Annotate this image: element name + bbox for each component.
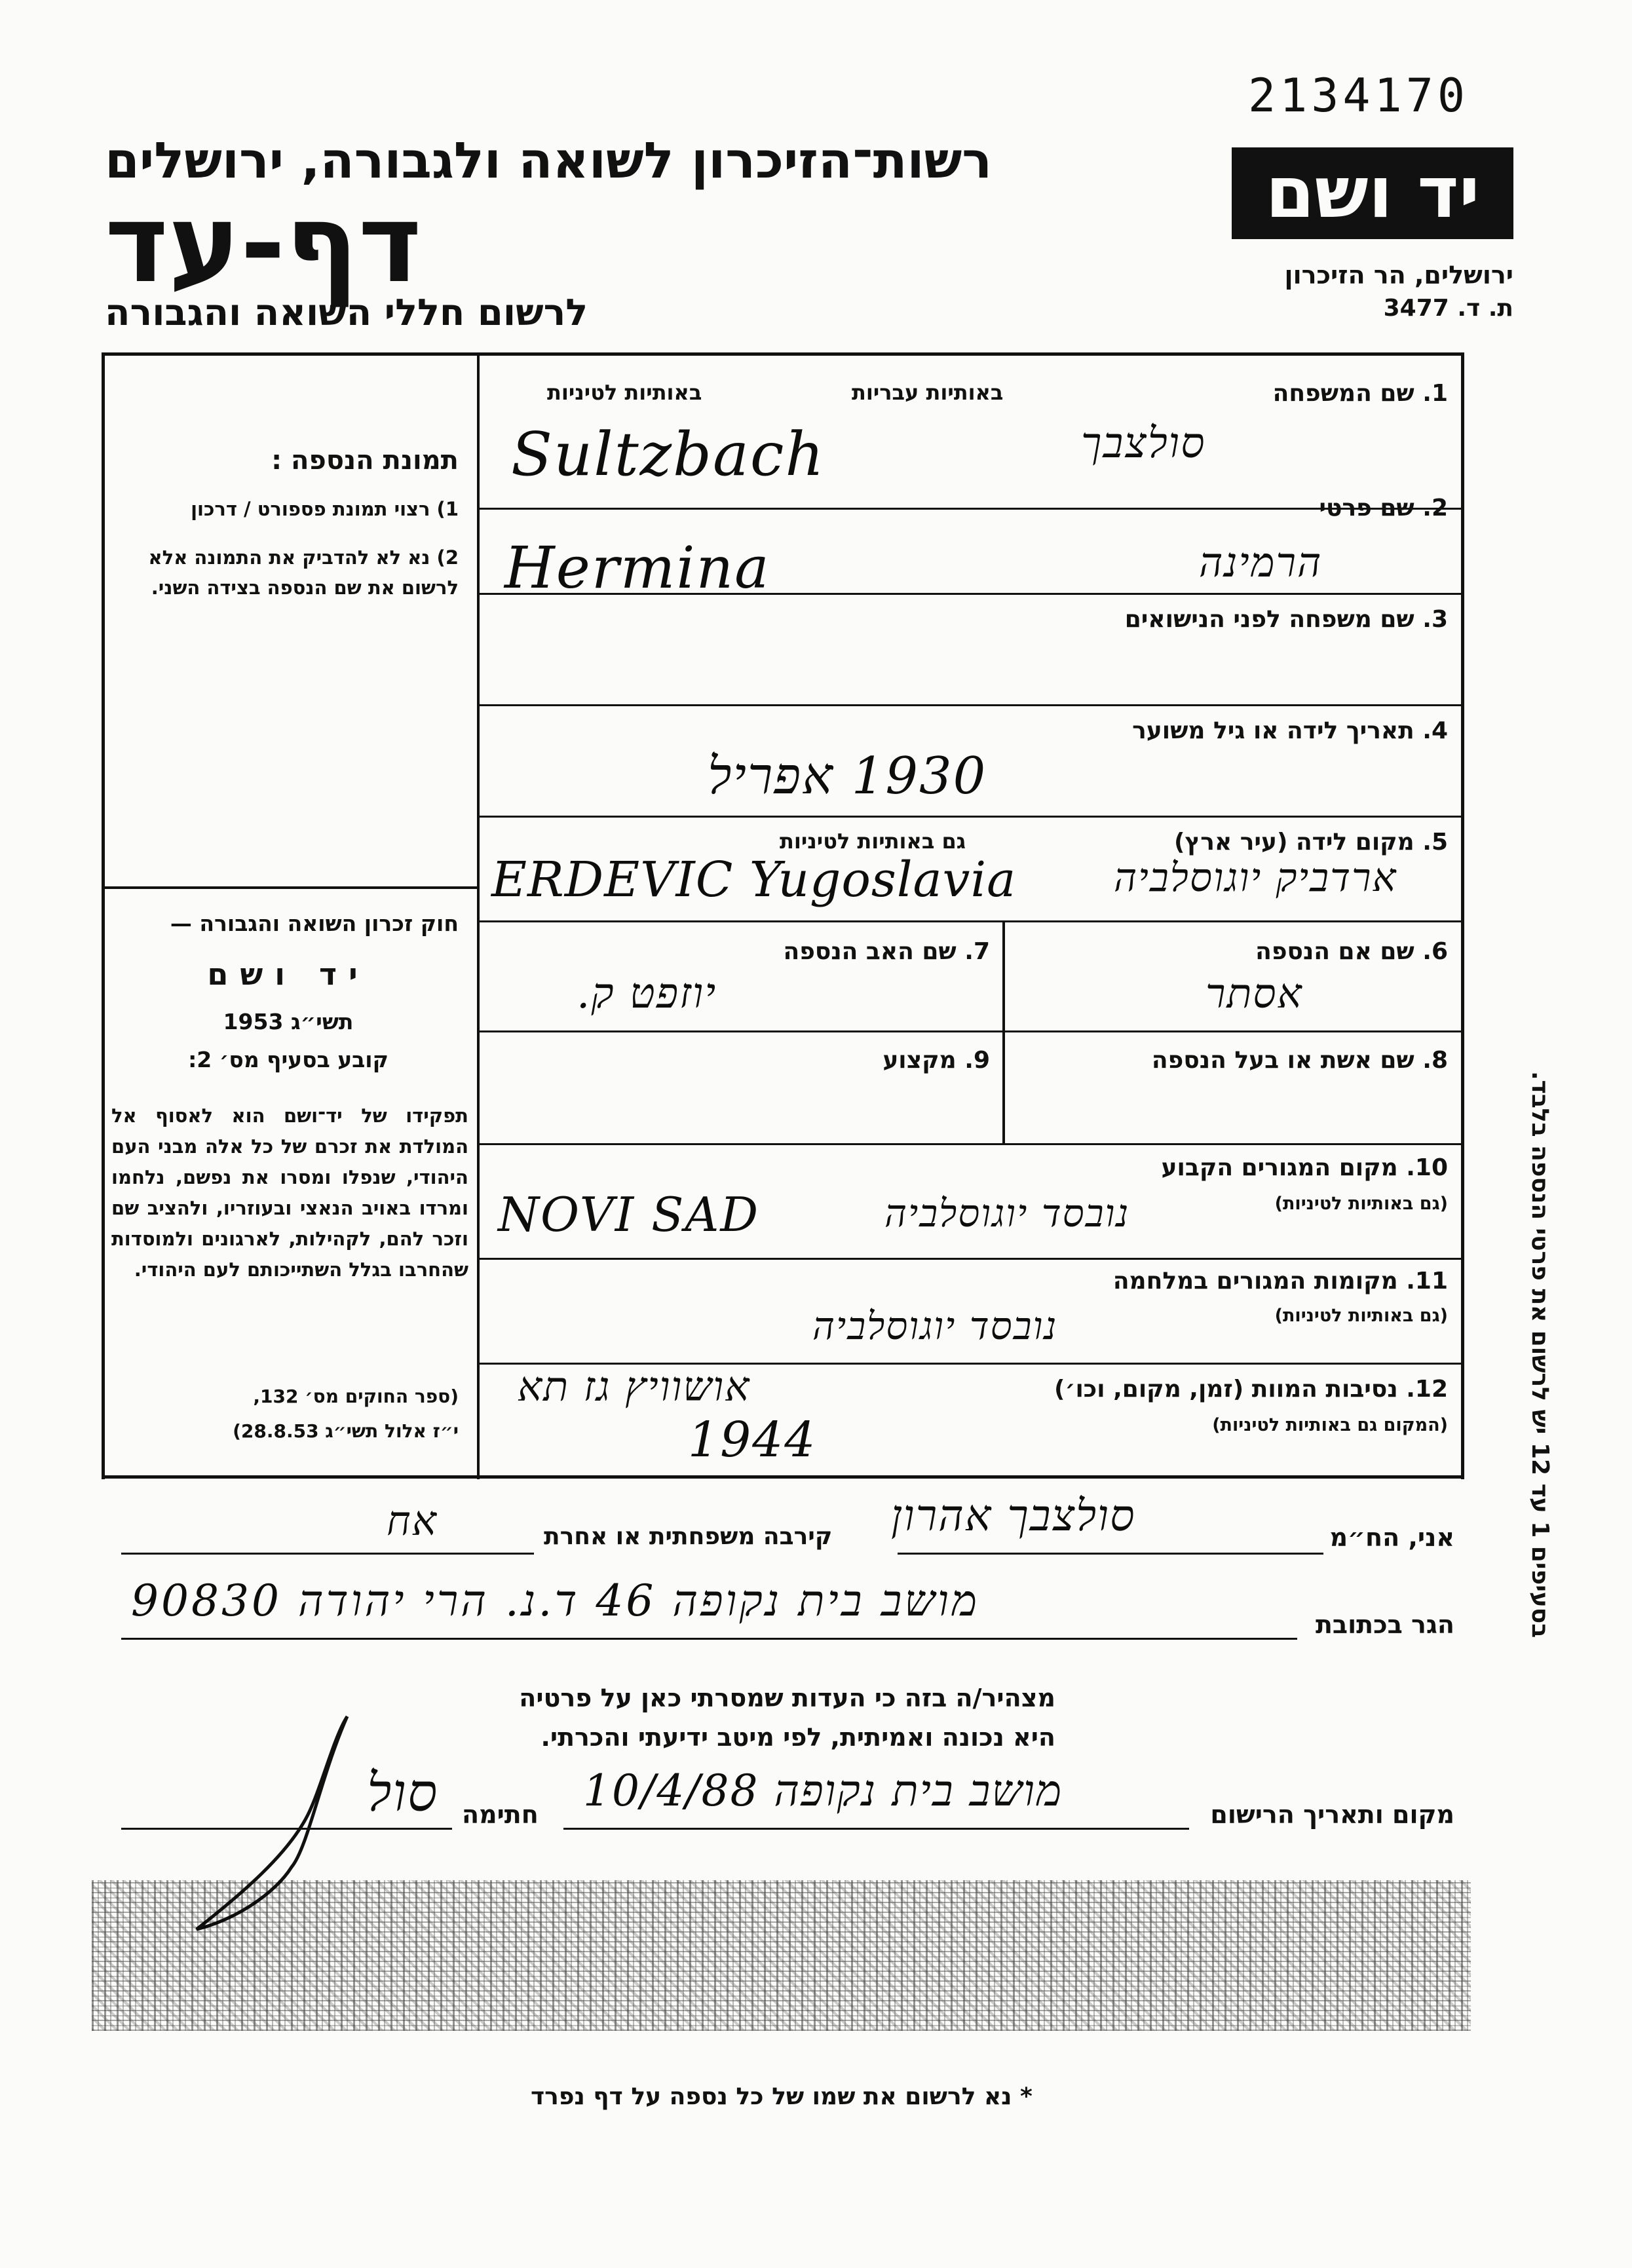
field-residence-sub: (גם באותיות לטיניות) — [1274, 1194, 1448, 1214]
photo-box-title: תמונת הנספה : — [271, 445, 459, 476]
field-war-residence-sub: (גם באותיות לטיניות) — [1274, 1306, 1448, 1326]
side-note: בסעיפים 1 עד 12 יש לרשום את פרטי הנספה בלבד. — [1527, 1070, 1553, 1638]
field-birthplace-latin-label: גם באותיות לטיניות — [780, 829, 966, 854]
law-section: קובע בסעיף מס׳ 2: — [188, 1047, 389, 1072]
law-reference-2: י״ז אלול תשי״ג 28.8.53) — [233, 1420, 459, 1442]
main-box-divider-vertical — [477, 352, 480, 1479]
field-death-label: 12. נסיבות המוות (זמן, מקום, וכו׳) — [1054, 1376, 1448, 1403]
law-yad-vashem: יד ושם — [207, 956, 370, 992]
relation-label: קירבה משפחתית או אחרת — [544, 1523, 833, 1550]
signature-label: חתימה — [462, 1800, 539, 1829]
main-box-right — [1461, 352, 1464, 1479]
row-separator — [480, 1030, 1462, 1032]
handwritten-war-residence: נובסד יוגוסלביה — [812, 1304, 1058, 1348]
handwritten-place-date: מושב בית נקופה 10/4/88 — [583, 1766, 1063, 1816]
document-number: 2134170 — [1248, 69, 1470, 123]
field-war-residence-label: 11. מקומות המגורים במלחמה — [1112, 1268, 1448, 1295]
law-year: תשי״ג 1953 — [223, 1009, 354, 1034]
footer-note: * נא לרשום את שמו של כל נספה על דף נפרד — [531, 2083, 1033, 2110]
handwritten-declarant: סולצבך אהרון — [891, 1490, 1136, 1541]
address-line-1: ירושלים, הר הזיכרון — [1284, 261, 1513, 290]
address-line-2: ת. ד. 3477 — [1383, 295, 1513, 322]
handwritten-first-name-latin: Hermina — [504, 534, 770, 601]
authority-heading: רשות־הזיכרון לשואה ולגבורה, ירושלים — [105, 131, 992, 189]
field-father-label: 7. שם האב הנספה — [783, 938, 990, 965]
form-subtitle: לרשום חללי השואה והגבורה — [105, 292, 588, 334]
statement-line-1: מצהיר/ה בזה כי העדות שמסרתי כאן על פרטיה — [519, 1684, 1055, 1712]
column-hebrew: באותיות עבריות — [852, 380, 1004, 405]
place-date-label: מקום ותאריך הרישום — [1210, 1800, 1454, 1829]
declarant-line — [898, 1553, 1323, 1555]
handwritten-relation: אח — [387, 1497, 438, 1545]
handwritten-death-year: 1944 — [688, 1412, 817, 1468]
main-box-left — [102, 352, 105, 1479]
handwritten-surname-latin: Sultzbach — [511, 419, 825, 489]
handwritten-father-name: יוזפט ק. — [577, 970, 717, 1018]
row-separator — [480, 704, 1462, 706]
handwritten-birth-date: 1930 אפריל — [708, 747, 987, 806]
handwritten-death-circumstances: אושוויץ גז תא — [518, 1363, 751, 1410]
handwritten-first-name-hebrew: הרמינה — [1199, 539, 1323, 586]
field-mother-label: 6. שם אם הנספה — [1255, 938, 1448, 965]
main-box-top — [102, 352, 1464, 356]
column-latin: באותיות לטיניות — [547, 380, 702, 405]
declarant-label: אני, הח״מ — [1329, 1523, 1454, 1552]
main-box-bottom — [102, 1475, 1464, 1479]
statement-line-2: היא נכונה ואמיתית, לפי מיטב ידיעתי והכרתי. — [541, 1723, 1055, 1752]
place-date-line — [563, 1828, 1189, 1830]
row-divider-6-7 — [1002, 920, 1005, 1143]
field-maiden-name-label: 3. שם משפחה לפני הנישואים — [1124, 606, 1448, 633]
handwritten-birthplace-hebrew: ארדביק יוגוסלביה — [1114, 855, 1397, 901]
field-residence-label: 10. מקום המגורים הקבוע — [1161, 1154, 1448, 1181]
row-separator — [480, 816, 1462, 818]
field-birth-date-label: 4. תאריך לידה או גיל משוער — [1132, 717, 1448, 744]
row-separator — [480, 1258, 1462, 1260]
handwritten-signature: סול — [367, 1762, 439, 1823]
law-reference-1: (ספר החוקים מס׳ 132, — [253, 1386, 459, 1407]
field-surname-label: 1. שם המשפחה — [1272, 380, 1448, 407]
field-spouse-label: 8. שם אשת או בעל הנספה — [1151, 1047, 1448, 1074]
relation-line — [121, 1553, 534, 1555]
row-separator — [480, 1143, 1462, 1145]
field-occupation-label: 9. מקצוע — [882, 1047, 990, 1074]
law-heading: חוק זכרון השואה והגבורה — — [170, 911, 459, 936]
photo-box-item-1: 1) רצוי תמונת פספורט / דרכון — [191, 498, 459, 520]
handwritten-residence-hebrew: נובסד יוגוסלביה — [884, 1191, 1130, 1236]
field-first-name-label: 2. שם פרטי — [1319, 495, 1448, 521]
handwritten-surname-hebrew: סולצבך — [1081, 419, 1206, 468]
address-label: הגר בכתובת — [1315, 1610, 1454, 1639]
law-body: תפקידו של יד־ושם הוא לאסוף אל המולדת את זכרם של כל אלה מבני העם היהודי, שנפלו ומסרו את נפשם, נלחמו ומרדו באויב הנאצי ובעוזריו, ולהציב שם וזכר להם, לקהילות, לארגונים ולמוסדות שהחרבו בגלל השתייכותם לעם היהודי. — [111, 1105, 468, 1281]
yad-vashem-logo: יד ושם — [1232, 147, 1513, 239]
handwritten-residence-latin: NOVI SAD — [498, 1187, 760, 1242]
handwritten-address: מושב בית נקופה 46 ד.נ. הרי יהודה 90830 — [131, 1576, 980, 1626]
handwritten-birthplace-latin: ERDEVIC Yugoslavia — [491, 852, 1017, 908]
field-birthplace-label: 5. מקום לידה (עיר ארץ) — [1174, 829, 1448, 856]
side-box-divider — [102, 886, 480, 889]
photo-box-item-2: 2) נא לא להדביק את התמונה אלא לרשום את שם הנספה בצידה השני. — [148, 546, 459, 599]
address-line — [121, 1638, 1297, 1640]
row-separator — [480, 508, 1462, 510]
form-title: דף-עד — [105, 181, 422, 307]
handwritten-mother-name: אסתר — [1205, 970, 1303, 1017]
degraded-photocopy-strip — [92, 1880, 1471, 2031]
field-death-sub: (המקום גם באותיות לטיניות) — [1212, 1415, 1448, 1435]
row-separator — [480, 920, 1462, 922]
